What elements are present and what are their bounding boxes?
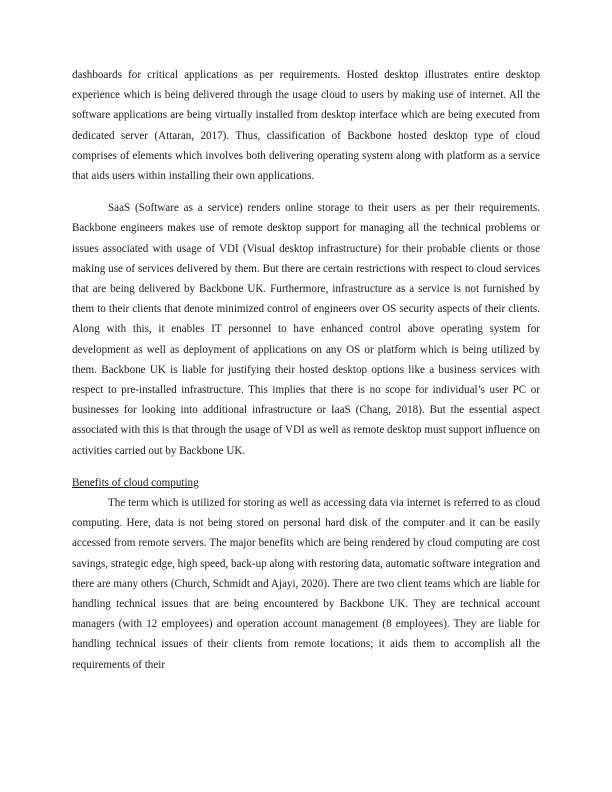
paragraph-saas: SaaS (Software as a service) renders online storage to their users as per their requirements. Backbone engineers makes use of remote desktop support for managing all the technical problems or issues associated with usage of VDI (Visual desktop infrastructure) for their probable clients or those making use of services delivered by them. But there are certain restrictions with respect to cloud services that are being delivered by Backbone UK. Furthermore, infrastructure as a service is not furnished by them to their clients that denote minimized control of engineers over OS security aspects of their clients. Along with this, it enables IT personnel to have enhanced control above operating system for development as well as deployment of applications on any OS or platform which is being utilized by them. Backbone UK is liable for justifying their hosted desktop options like a business services with respect to pre-installed infrastructure. This implies that there is no scope for individual’s user PC or businesses for looking into additional infrastructure or IaaS (Chang, 2018). But the essential aspect associated with this is that through the usage of VDI as well as remote desktop must support influence on activities carried out by Backbone UK. — [72, 202, 540, 457]
paragraph-spacer — [72, 461, 540, 473]
section-heading-benefits: Benefits of cloud computing — [72, 476, 199, 489]
paragraph-spacer — [72, 186, 540, 198]
paragraph-hosted-desktop: dashboards for critical applications as per requirements. Hosted desktop illustrates entire desktop experience which is being delivered through the usage cloud to users by making use of internet. All the software applications are being virtually installed from desktop interface which are being executed from dedicated server (Attaran, 2017). Thus, classification of Backbone hosted desktop type of cloud comprises of elements which involves both delivering operating system along with platform as a service that aids users within installing their own applications. — [72, 69, 540, 183]
document-page — [72, 65, 540, 675]
paragraph-cloud-computing: The term which is utilized for storing as well as accessing data via internet is referred to as cloud computing. Here, data is not being stored on personal hard disk of the computer and it can be easily accessed from remote servers. The major benefits which are being rendered by cloud computing are cost savings, strategic edge, high speed, back-up along with restoring data, automatic software integration and there are many others (Church, Schmidt and Ajayi, 2020). There are two client teams which are liable for handling technical issues that are being encountered by Backbone UK. They are technical account managers (with 12 employees) and operation account management (8 employees). They are liable for handling technical issues of their clients from remote locations; it aids them to accomplish all the requirements of their — [72, 497, 540, 671]
